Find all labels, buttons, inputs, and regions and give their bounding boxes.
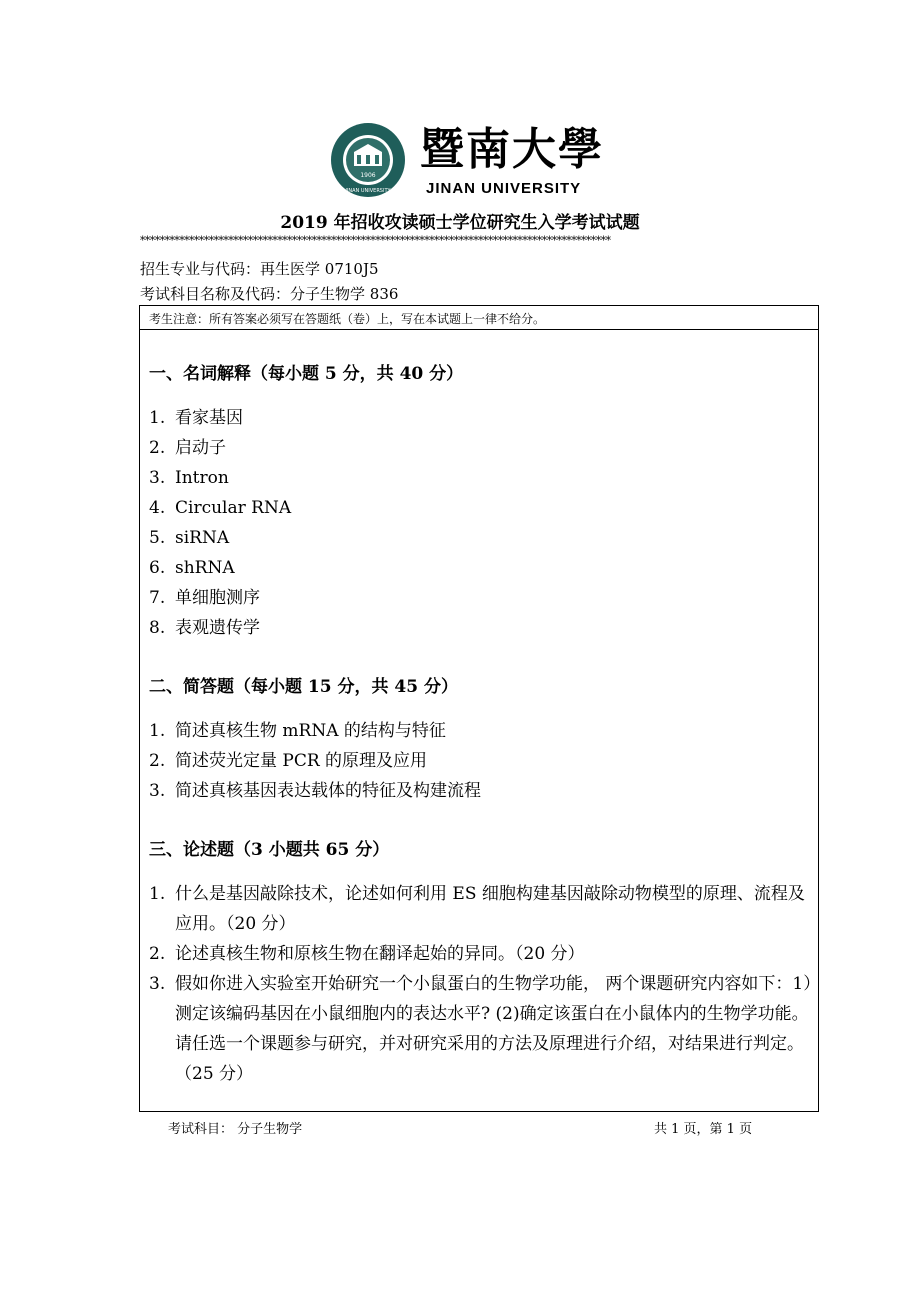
item-number: 1. [149, 721, 166, 741]
item-number: 3. [149, 781, 166, 801]
item-number: 5. [149, 528, 166, 548]
item-text: Intron [175, 468, 229, 488]
item-text: 看家基因 [175, 408, 243, 428]
item-text: 假如你进入实验室开始研究一个小鼠蛋白的生物学功能， 两个课题研究内容如下：1）测定该编码基因在小鼠细胞内的表达水平? (2)确定该蛋白在小鼠体内的生物学功能。请任选一个课题参与研究，并对研究采用的方法及原理进行介绍，对结果进行判定。（25 分） [175, 974, 812, 1084]
item-number: 1. [149, 884, 166, 904]
item-number: 2. [149, 438, 166, 458]
footer-subject: 考试科目： 分子生物学 [168, 1122, 303, 1137]
exam-notice: 考生注意：所有答案必须写在答题纸（卷）上，写在本试题上一律不给分。 [140, 306, 818, 330]
item-number: 1. [149, 408, 166, 428]
footer-page-count: 共 1 页，第 1 页 [654, 1122, 753, 1137]
item-text: 启动子 [175, 438, 226, 458]
item-number: 3. [149, 974, 166, 994]
logo-english-name: JINAN UNIVERSITY [426, 180, 582, 197]
item-text: 简述真核基因表达载体的特征及构建流程 [175, 781, 481, 801]
item-text: 论述真核生物和原核生物在翻译起始的异同。（20 分） [175, 944, 585, 964]
exam-title: 2019 年招收攻读硕士学位研究生入学考试试题 [280, 213, 640, 233]
university-seal-icon [330, 122, 406, 198]
item-text: 简述真核生物 mRNA 的结构与特征 [175, 721, 446, 741]
logo-chinese-name: 暨南大學 [420, 124, 604, 175]
item-number: 2. [149, 944, 166, 964]
item-number: 6. [149, 558, 166, 578]
question-box [139, 305, 819, 1112]
item-text: 简述荧光定量 PCR 的原理及应用 [175, 751, 428, 771]
item-number: 8. [149, 618, 166, 638]
item-number: 3. [149, 468, 166, 488]
section-title: 三、论述题（3 小题共 65 分） [149, 840, 390, 860]
star-divider: ************************************************************************************************ [140, 234, 611, 247]
subject-and-code: 考试科目名称及代码：分子生物学 836 [140, 285, 399, 303]
item-number: 2. [149, 751, 166, 771]
major-and-code: 招生专业与代码：再生医学 0710J5 [140, 260, 379, 278]
item-number: 4. [149, 498, 166, 518]
item-text: Circular RNA [175, 498, 292, 518]
item-text: shRNA [175, 558, 235, 578]
item-text: 什么是基因敲除技术，论述如何利用 ES 细胞构建基因敲除动物模型的原理、流程及应用。（20 分） [175, 884, 805, 934]
item-text: siRNA [175, 528, 230, 548]
section-title: 一、名词解释（每小题 5 分，共 40 分） [149, 364, 464, 384]
item-number: 7. [149, 588, 166, 608]
item-text: 表观遗传学 [175, 618, 260, 638]
section-title: 二、简答题（每小题 15 分，共 45 分） [149, 677, 458, 697]
seal-year: 1906 [360, 172, 376, 179]
item-text: 单细胞测序 [175, 588, 260, 608]
university-logo [330, 122, 604, 198]
seal-text: JINAN UNIVERSITY [345, 188, 391, 194]
